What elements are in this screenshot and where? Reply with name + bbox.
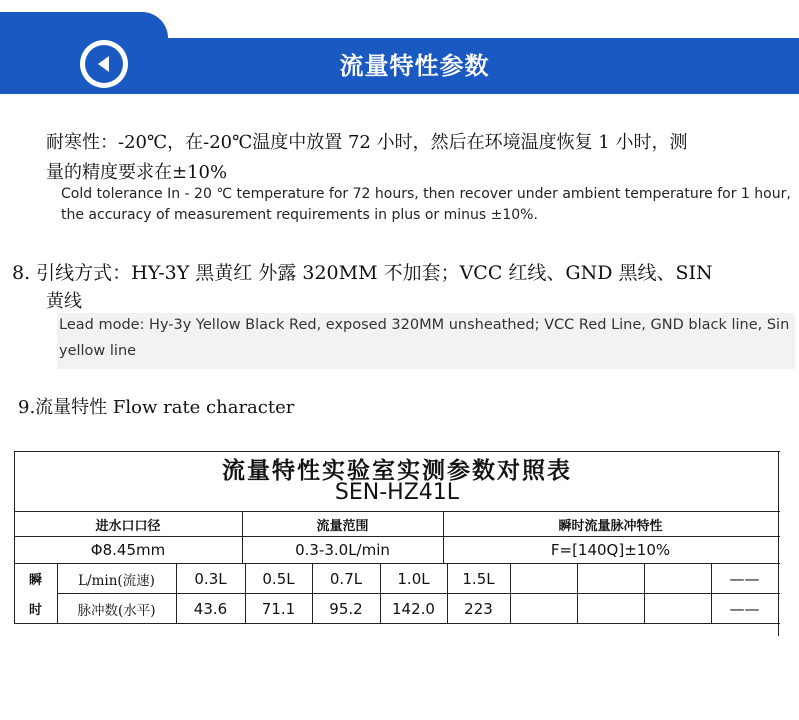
- header-inlet-diameter: 进水口口径: [95, 518, 161, 534]
- table-cell: 95.2: [329, 599, 363, 618]
- back-arrow-icon: [85, 45, 123, 83]
- flow-rate-heading: 9.流量特性 Flow rate character: [18, 397, 295, 418]
- table-cell: 0.3L: [194, 569, 227, 588]
- table-title: 流量特性实验室实测参数对照表: [222, 457, 572, 484]
- cold-tolerance-en-line2: the accuracy of measurement requirements in plus or minus ±10%.: [61, 207, 538, 223]
- lead-mode-en-line1: Lead mode: Hy-3y Yellow Black Red, exposed 320MM unsheathed; VCC Red Line, GND black line, Sin: [59, 317, 790, 333]
- table-cell: [510, 594, 577, 623]
- table-cell: 1.0L: [397, 569, 430, 588]
- table-border-right: [778, 451, 779, 636]
- table-cell-dash: ——: [729, 569, 760, 588]
- table-cell: [644, 594, 711, 623]
- table-border-top: [14, 451, 780, 452]
- lead-mode-en-line2: yellow line: [59, 343, 137, 359]
- table-cell: 1.5L: [462, 569, 495, 588]
- header-pulse-characteristic: 瞬时流量脉冲特性: [558, 518, 663, 534]
- table-cell: 142.0: [392, 599, 435, 618]
- cold-tolerance-en-line1: Cold tolerance In - 20 ℃ temperature for 72 hours, then recover under ambient temperature for 1 hour,: [61, 186, 791, 202]
- table-cell: 0.5L: [262, 569, 295, 588]
- value-flow-range: 0.3-3.0L/min: [295, 541, 390, 559]
- back-button[interactable]: [80, 40, 128, 88]
- cold-tolerance-cn-line1: 耐寒性：-20℃，在-20℃温度中放置 72 小时，然后在环境温度恢复 1 小时，测: [46, 132, 688, 153]
- side-label-top: 瞬: [28, 573, 42, 588]
- table-border-bottom: [14, 623, 780, 624]
- table-cell-dash: ——: [729, 599, 760, 618]
- table-cell: [644, 564, 711, 593]
- side-label-bottom: 时: [28, 603, 42, 618]
- value-inlet-diameter: Φ8.45mm: [90, 541, 166, 559]
- table-cell: 223: [464, 599, 493, 618]
- row-label-pulse: 脉冲数(水平): [77, 602, 156, 619]
- table-cell: [510, 564, 577, 593]
- header-flow-range: 流量范围: [316, 518, 369, 534]
- lead-mode-cn-line2: 黄线: [46, 291, 82, 312]
- table-cell: [577, 564, 644, 593]
- row-label-flow: L/min(流速): [78, 572, 155, 589]
- lead-mode-cn-line1: 8. 引线方式：HY-3Y 黑黄红 外露 320MM 不加套；VCC 红线、GND 黑线、SIN: [12, 262, 713, 284]
- table-cell: 0.7L: [329, 569, 363, 588]
- cold-tolerance-cn-line2: 量的精度要求在±10%: [46, 162, 228, 183]
- table-model: SEN-HZ41L: [334, 480, 460, 505]
- table-cell: 71.1: [261, 599, 296, 618]
- page-title: 流量特性参数: [339, 52, 490, 80]
- table-cell: 43.6: [193, 599, 228, 618]
- table-cell: [577, 594, 644, 623]
- value-pulse-characteristic: F=[140Q]±10%: [550, 541, 671, 559]
